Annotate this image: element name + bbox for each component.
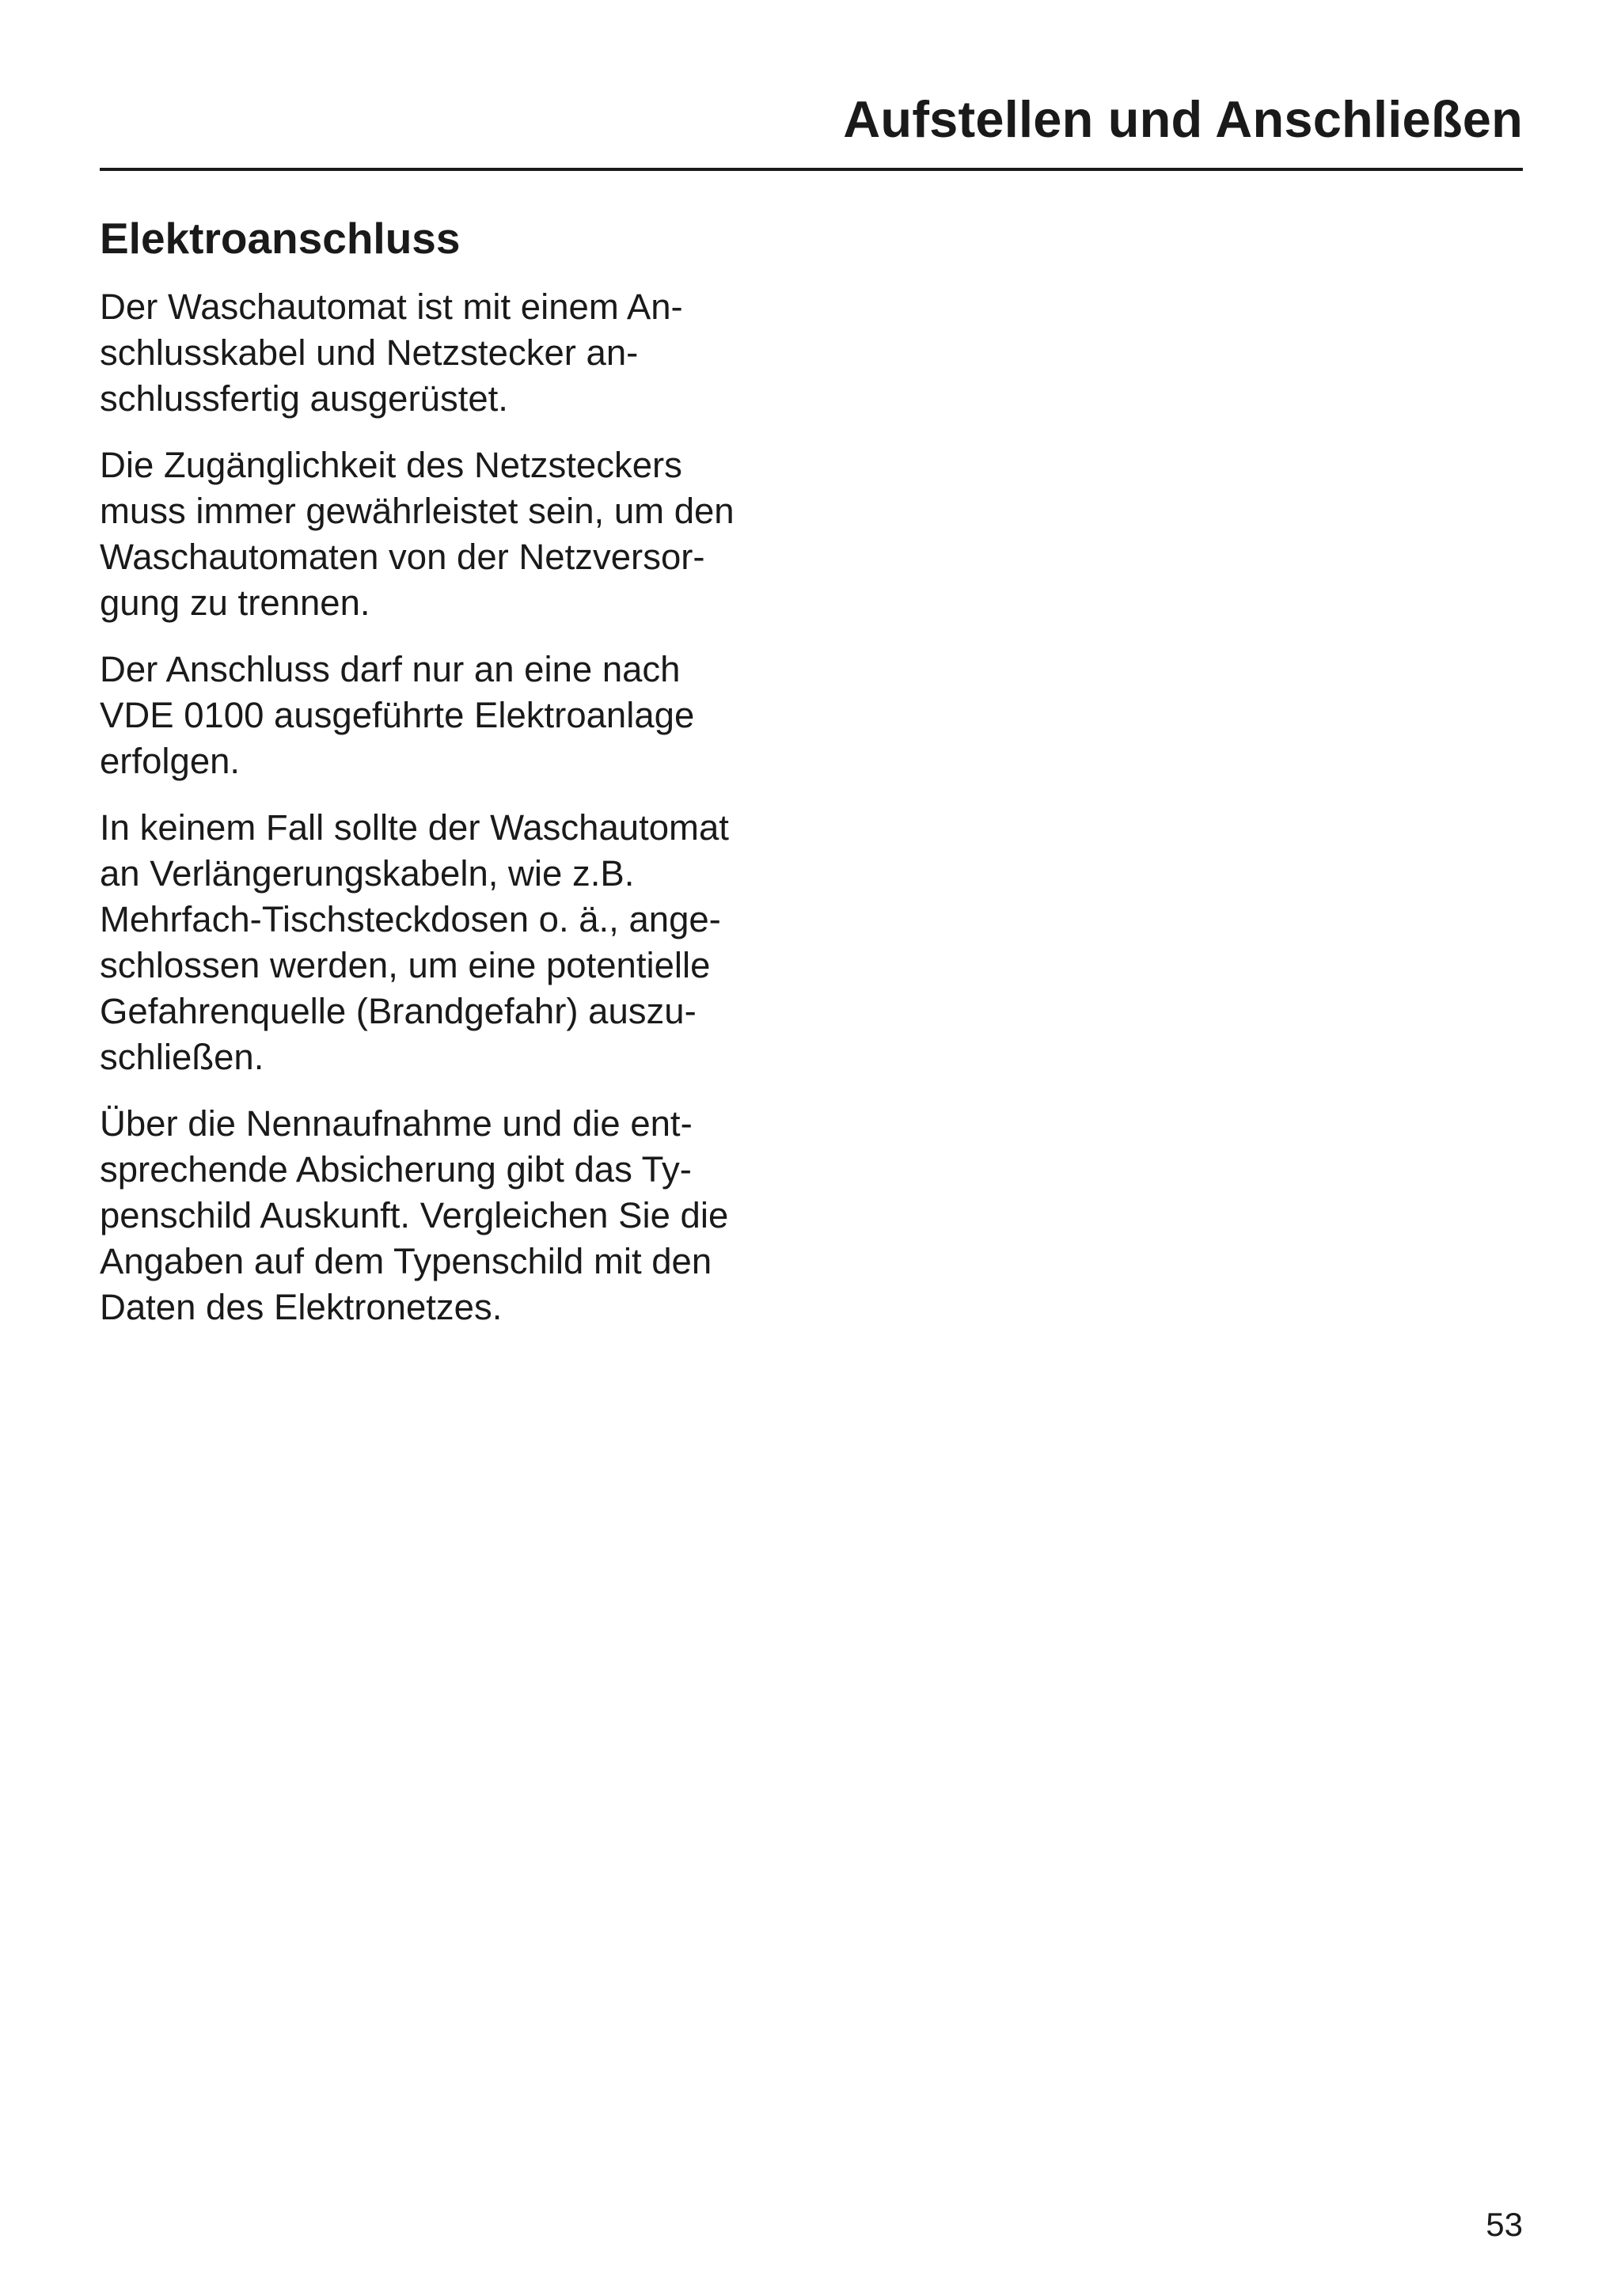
text-line: Der Anschluss darf nur an eine nach [100, 649, 681, 689]
text-line: an Verlängerungskabeln, wie z.B. [100, 853, 635, 894]
text-line: Die Zugänglichkeit des Netzsteckers [100, 445, 682, 485]
text-line: erfolgen. [100, 741, 241, 781]
text-line: gung zu trennen. [100, 583, 370, 623]
text-line: sprechende Absicherung gibt das Ty- [100, 1149, 692, 1190]
text-line: Mehrfach-Tischsteckdosen o. ä., ange- [100, 899, 721, 939]
main-content [100, 207, 812, 1351]
page-header [100, 85, 1523, 171]
text-line: penschild Auskunft. Vergleichen Sie die [100, 1195, 729, 1235]
text-line: Über die Nennaufnahme und die ent- [100, 1103, 693, 1144]
text-line: VDE 0100 ausgeführte Elektroanlage [100, 695, 695, 735]
chapter-title: Aufstellen und Anschließen [843, 90, 1523, 148]
text-line: schlussfertig ausgerüstet. [100, 378, 508, 419]
text-line: schließen. [100, 1037, 264, 1077]
text-line: schlossen werden, um eine potentielle [100, 945, 711, 985]
text-line: Angaben auf dem Typenschild mit den [100, 1241, 712, 1281]
paragraph [100, 1101, 812, 1330]
text-line: muss immer gewährleistet sein, um den [100, 491, 735, 531]
text-line: Waschautomaten von der Netzversor- [100, 537, 705, 577]
text-line: In keinem Fall sollte der Waschautomat [100, 807, 729, 848]
text-line: Der Waschautomat ist mit einem An- [100, 287, 683, 327]
paragraph [100, 647, 812, 784]
text-line: Daten des Elektronetzes. [100, 1287, 503, 1327]
paragraph [100, 442, 812, 626]
text-line: schlusskabel und Netzstecker an- [100, 332, 639, 373]
text-line: Gefahrenquelle (Brandgefahr) auszu- [100, 991, 697, 1031]
paragraph [100, 805, 812, 1080]
paragraph [100, 284, 812, 422]
section-heading: Elektroanschluss [100, 214, 461, 263]
page-number: 53 [1486, 2206, 1523, 2243]
